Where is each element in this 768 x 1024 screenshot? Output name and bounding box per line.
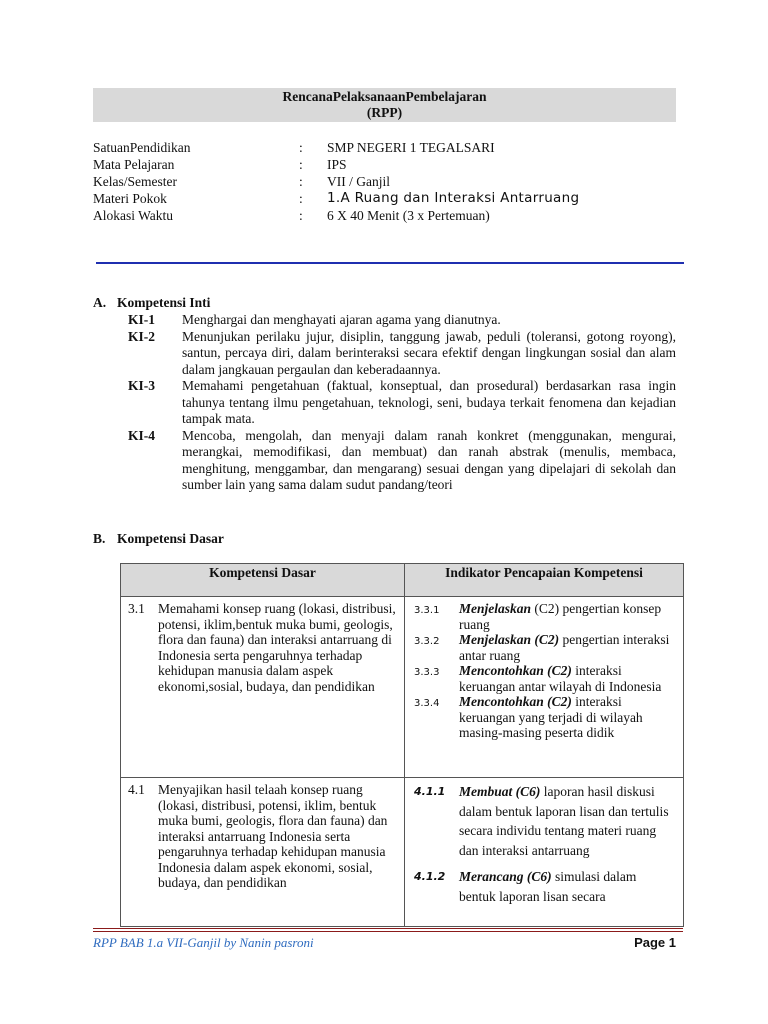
identity-colon: : bbox=[299, 208, 303, 223]
indicator-verb: Mencontohkan (C2) bbox=[459, 694, 572, 709]
section-heading-a bbox=[93, 295, 210, 311]
identity-block bbox=[93, 139, 676, 224]
indicator-item bbox=[406, 663, 682, 694]
page-number: Page 1 bbox=[634, 935, 676, 950]
kd-text: Memahami konsep ruang (lokasi, distribusi, potensi, iklim,bentuk muka bumi, geologis, flora dan fauna) dan interaksi antarruang di Indonesia serta pengaruhnya terhadap kehidupan manusia dalam aspek ekonomi,sosial, budaya, dan pendidikan bbox=[158, 601, 396, 694]
indicator-item bbox=[406, 601, 682, 632]
identity-label: Mata Pelajaran bbox=[93, 157, 175, 172]
indicator-text: pengertian interaksi antar ruang bbox=[459, 632, 670, 663]
ki-text: Menghargai dan menghayati ajaran agama yang dianutnya. bbox=[182, 312, 501, 327]
list-item bbox=[128, 428, 676, 494]
indicator-text: (C2) pengertian konsep ruang bbox=[459, 601, 662, 632]
identity-colon: : bbox=[299, 140, 303, 155]
indicator-number: 4.1.2 bbox=[414, 870, 446, 883]
identity-value: IPS bbox=[327, 157, 347, 172]
identity-row bbox=[93, 173, 676, 190]
identity-colon: : bbox=[299, 191, 303, 206]
identity-row bbox=[93, 190, 676, 207]
identity-value: 1.A Ruang dan Interaksi Antarruang bbox=[327, 190, 580, 206]
kd-number: 3.1 bbox=[128, 601, 145, 616]
ki-code: KI-2 bbox=[128, 328, 155, 344]
indicator-item bbox=[406, 782, 682, 860]
indicator-item bbox=[406, 694, 682, 741]
indicator-verb: Merancang (C6) bbox=[459, 869, 552, 884]
identity-label: Kelas/Semester bbox=[93, 174, 177, 189]
footer-divider bbox=[93, 931, 683, 932]
indicator-text: interaksi keruangan yang terjadi di wilayah masing-masing peserta didik bbox=[459, 694, 643, 740]
indicator-verb: Mencontohkan (C2) bbox=[459, 663, 572, 678]
identity-value: VII / Ganjil bbox=[327, 174, 390, 189]
indicator-number: 3.3.4 bbox=[414, 698, 440, 709]
identity-row bbox=[93, 207, 676, 224]
indicator-verb: Membuat (C6) bbox=[459, 784, 541, 799]
table-cell bbox=[405, 778, 684, 927]
table-header-row bbox=[121, 564, 684, 597]
section-title: Kompetensi Inti bbox=[117, 295, 211, 310]
document-title bbox=[93, 88, 676, 122]
ki-code: KI-4 bbox=[128, 427, 155, 443]
column-header: Indikator Pencapaian Kompetensi bbox=[405, 564, 684, 597]
table-cell bbox=[121, 597, 405, 778]
indicator-text: laporan hasil diskusi dalam bentuk laporan lisan dan tertulis secara individu tentang materi ruang dan interaksi antarruang bbox=[459, 784, 669, 858]
identity-row bbox=[93, 139, 676, 156]
indicator-text: simulasi dalam bentuk laporan lisan secara bbox=[459, 869, 637, 904]
identity-colon: : bbox=[299, 157, 303, 172]
kd-text: Menyajikan hasil telaah konsep ruang (lokasi, distribusi, potensi, iklim, bentuk muka bumi, geologis, flora dan fauna) dan interaksi antarruang Indonesia serta pengaruhnya terhadap kehidupan manusia Indonesia dalam aspek ekonomi, sosial, budaya, dan pendidikan bbox=[158, 782, 388, 890]
identity-label: SatuanPendidikan bbox=[93, 140, 191, 155]
title-line-2: (RPP) bbox=[366, 105, 403, 120]
table-cell bbox=[121, 778, 405, 927]
indicator-number: 3.3.2 bbox=[414, 636, 440, 647]
identity-value: 6 X 40 Menit (3 x Pertemuan) bbox=[327, 208, 490, 223]
table-row bbox=[121, 597, 684, 778]
section-title: Kompetensi Dasar bbox=[117, 531, 224, 546]
section-letter: A. bbox=[93, 295, 107, 310]
section-letter: B. bbox=[93, 531, 106, 546]
kd-number: 4.1 bbox=[128, 782, 145, 797]
identity-label: Alokasi Waktu bbox=[93, 208, 174, 223]
indicator-number: 4.1.1 bbox=[414, 785, 446, 798]
indicator-item bbox=[406, 867, 682, 906]
kompetensi-dasar-table bbox=[120, 563, 684, 927]
ki-text: Mencoba, mengolah, dan menyaji dalam ranah konkret (menggunakan, mengurai, merangkai, memodifikasi, dan membuat) dan ranah abstrak (menulis, membaca, menghitung, menggambar, dan mengarang) sesuai dengan yang dipelajari di sekolah dan sumber lain yang sama dalam sudut pandang/teori bbox=[182, 427, 676, 492]
column-header: Kompetensi Dasar bbox=[121, 564, 405, 597]
list-item bbox=[128, 312, 676, 329]
ki-code: KI-1 bbox=[128, 312, 155, 327]
identity-label: Materi Pokok bbox=[93, 191, 167, 206]
table-cell bbox=[405, 597, 684, 778]
ki-code: KI-3 bbox=[128, 378, 155, 393]
identity-colon: : bbox=[299, 174, 303, 189]
kompetensi-inti-list bbox=[128, 312, 676, 494]
indicator-verb: Menjelaskan (C2) bbox=[459, 632, 560, 647]
title-line-1: RencanaPelaksanaanPembelajaran bbox=[282, 89, 487, 104]
footer-divider bbox=[93, 928, 683, 929]
divider-line bbox=[96, 262, 684, 264]
identity-value: SMP NEGERI 1 TEGALSARI bbox=[327, 140, 495, 155]
ki-text: Memahami pengetahuan (faktual, konseptual, dan prosedural) berdasarkan rasa ingin tahunya tentang ilmu pengetahuan, teknologi, seni, budaya terkait fenomena dan kejadian tampak mata. bbox=[182, 378, 676, 426]
indicator-number: 3.3.3 bbox=[414, 667, 440, 678]
indicator-verb: Menjelaskan bbox=[459, 601, 532, 616]
indicator-number: 3.3.1 bbox=[414, 605, 440, 616]
ki-text: Menunjukan perilaku jujur, disiplin, tanggung jawab, peduli (toleransi, gotong royong), santun, percaya diri, dalam berinteraksi secara efektif dengan lingkungan sosial dan alam dalam jangkauan pergaulan dan keberadaannya. bbox=[182, 328, 676, 377]
indicator-text: interaksi keruangan antar wilayah di Indonesia bbox=[459, 663, 662, 694]
list-item bbox=[128, 329, 676, 379]
identity-row bbox=[93, 156, 676, 173]
indicator-item bbox=[406, 632, 682, 663]
section-heading-b bbox=[93, 531, 224, 547]
footer-text: RPP BAB 1.a VII-Ganjil by Nanin pasroni bbox=[93, 935, 314, 950]
table-row bbox=[121, 778, 684, 927]
list-item bbox=[128, 378, 676, 428]
